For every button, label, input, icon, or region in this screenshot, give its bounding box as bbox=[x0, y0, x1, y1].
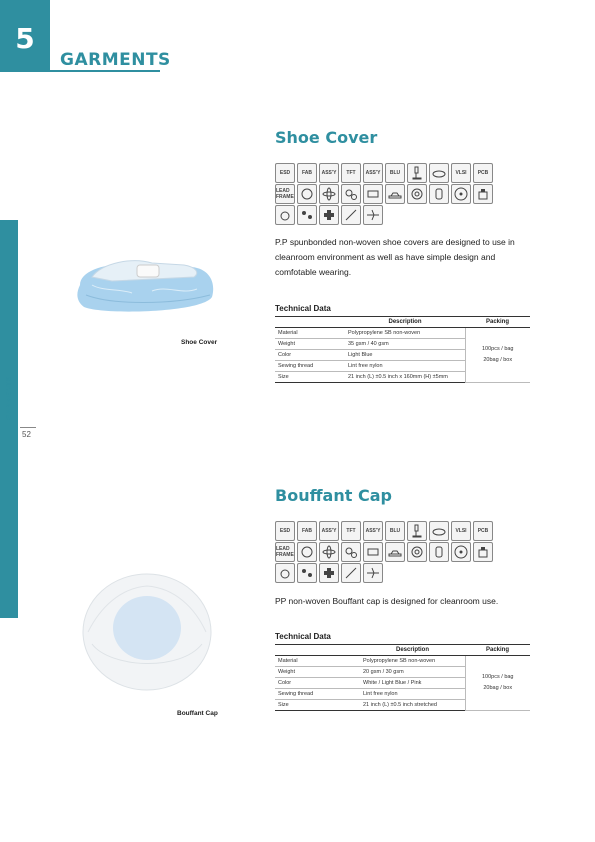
technical-data-title-bouffant-cap: Technical Data bbox=[275, 632, 331, 641]
wafer-icon bbox=[297, 542, 317, 562]
row-value: 20 gsm / 30 gsm bbox=[360, 667, 465, 678]
table-header-blank bbox=[275, 645, 360, 656]
table-row bbox=[275, 328, 530, 339]
optics-icon bbox=[407, 542, 427, 562]
assy-icon: ASS'Y bbox=[319, 163, 339, 183]
medicine-icon bbox=[473, 184, 493, 204]
wafer-icon bbox=[297, 184, 317, 204]
image-caption-bouffant-cap: Bouffant Cap bbox=[177, 710, 218, 717]
hospital-icon bbox=[319, 205, 339, 225]
pcb-icon: PCB bbox=[473, 163, 493, 183]
side-tab-label: GARMENTS bbox=[6, 375, 13, 420]
row-label: Color bbox=[275, 350, 345, 361]
food-icon bbox=[275, 205, 295, 225]
tft-icon: TFT bbox=[341, 163, 361, 183]
chemical-icon bbox=[429, 184, 449, 204]
pharma-icon bbox=[297, 205, 317, 225]
chapter-number: 5 bbox=[15, 22, 35, 55]
product-description-bouffant-cap: PP non-woven Bouffant cap is designed for cleanroom use. bbox=[275, 596, 499, 606]
packing-line: 100pcs / bag bbox=[482, 346, 514, 352]
car-icon bbox=[385, 184, 405, 204]
chemical-icon bbox=[429, 542, 449, 562]
esd-icon: ESD bbox=[275, 163, 295, 183]
lab-icon bbox=[341, 205, 361, 225]
row-label: Material bbox=[275, 328, 345, 339]
gears-icon bbox=[341, 184, 361, 204]
row-value: Lint free nylon bbox=[345, 361, 465, 372]
page-number-divider bbox=[20, 427, 36, 428]
table-header-blank bbox=[275, 317, 345, 328]
row-value: 35 gsm / 40 gsm bbox=[345, 339, 465, 350]
assy-icon: ASS'Y bbox=[363, 521, 383, 541]
fab-icon: FAB bbox=[297, 521, 317, 541]
table-row bbox=[275, 656, 530, 667]
technical-data-table-shoe-cover bbox=[275, 316, 530, 383]
lead-frame-icon: LEAD FRAME bbox=[275, 542, 295, 562]
optics-icon bbox=[407, 184, 427, 204]
assy-icon: ASS'Y bbox=[363, 163, 383, 183]
table-header-packing: Packing bbox=[465, 645, 530, 656]
bouffant-cap-image bbox=[80, 568, 214, 692]
row-label: Size bbox=[275, 700, 360, 711]
microscope-icon bbox=[407, 521, 427, 541]
chapter-title: GARMENTS bbox=[60, 50, 171, 70]
technical-data-table-bouffant-cap bbox=[275, 644, 530, 711]
vlsi-icon: VLSI bbox=[451, 163, 471, 183]
technical-data-title-shoe-cover: Technical Data bbox=[275, 304, 331, 313]
row-value: 21 inch (L) ±0.5 inch x 160mm (H) ±5mm bbox=[345, 372, 465, 383]
table-header-packing: Packing bbox=[465, 317, 530, 328]
microscope-icon bbox=[407, 163, 427, 183]
hdd-icon bbox=[429, 521, 449, 541]
packing-line: 20bag / box bbox=[483, 357, 513, 363]
hospital-icon bbox=[319, 563, 339, 583]
packing-line: 20bag / box bbox=[483, 685, 513, 691]
medicine-icon bbox=[473, 542, 493, 562]
biotech-icon bbox=[319, 542, 339, 562]
product-description-shoe-cover: P.P spunbonded non-woven shoe covers are designed to use in cleanroom environment as well as have simple design and comfotable wearing. bbox=[275, 237, 515, 277]
row-label: Weight bbox=[275, 339, 345, 350]
gears-icon bbox=[341, 542, 361, 562]
row-label: Sewing thread bbox=[275, 689, 360, 700]
vlsi-icon: VLSI bbox=[451, 521, 471, 541]
chapter-underline bbox=[50, 70, 160, 72]
shoe-cover-image bbox=[72, 255, 220, 317]
disc-icon bbox=[451, 542, 471, 562]
aerospace-icon bbox=[363, 205, 383, 225]
row-label: Color bbox=[275, 678, 360, 689]
row-label: Sewing thread bbox=[275, 361, 345, 372]
biotech-icon bbox=[319, 184, 339, 204]
packing-cell bbox=[465, 656, 530, 711]
table-header-description: Description bbox=[345, 317, 465, 328]
car-icon bbox=[385, 542, 405, 562]
blu-icon: BLU bbox=[385, 521, 405, 541]
page-number: 52 bbox=[22, 430, 31, 439]
row-value: Lint free nylon bbox=[360, 689, 465, 700]
application-icons-bouffant-cap bbox=[275, 521, 493, 583]
assy-icon: ASS'Y bbox=[319, 521, 339, 541]
table-header-description: Description bbox=[360, 645, 465, 656]
image-caption-shoe-cover: Shoe Cover bbox=[181, 339, 218, 346]
product-title-shoe-cover: Shoe Cover bbox=[275, 128, 378, 147]
row-value: 21 inch (L) ±0.5 inch stretched bbox=[360, 700, 465, 711]
esd-icon: ESD bbox=[275, 521, 295, 541]
row-value: Polypropylene SB non-woven bbox=[345, 328, 465, 339]
lead-frame-icon: LEAD FRAME bbox=[275, 184, 295, 204]
lab-icon bbox=[341, 563, 361, 583]
disc-icon bbox=[451, 184, 471, 204]
food-icon bbox=[275, 563, 295, 583]
tft-icon: TFT bbox=[341, 521, 361, 541]
row-label: Size bbox=[275, 372, 345, 383]
application-icons-shoe-cover bbox=[275, 163, 493, 225]
packing-line: 100pcs / bag bbox=[482, 674, 514, 680]
hdd-icon bbox=[429, 163, 449, 183]
blu-icon: BLU bbox=[385, 163, 405, 183]
row-value: Polypropylene SB non-woven bbox=[360, 656, 465, 667]
pcb-icon: PCB bbox=[473, 521, 493, 541]
pharma-icon bbox=[297, 563, 317, 583]
product-title-bouffant-cap: Bouffant Cap bbox=[275, 486, 392, 505]
row-value: White / Light Blue / Pink bbox=[360, 678, 465, 689]
packing-cell bbox=[465, 328, 530, 383]
aerospace-icon bbox=[363, 563, 383, 583]
row-value: Light Blue bbox=[345, 350, 465, 361]
machinery-icon bbox=[363, 542, 383, 562]
row-label: Weight bbox=[275, 667, 360, 678]
fab-icon: FAB bbox=[297, 163, 317, 183]
machinery-icon bbox=[363, 184, 383, 204]
row-label: Material bbox=[275, 656, 360, 667]
